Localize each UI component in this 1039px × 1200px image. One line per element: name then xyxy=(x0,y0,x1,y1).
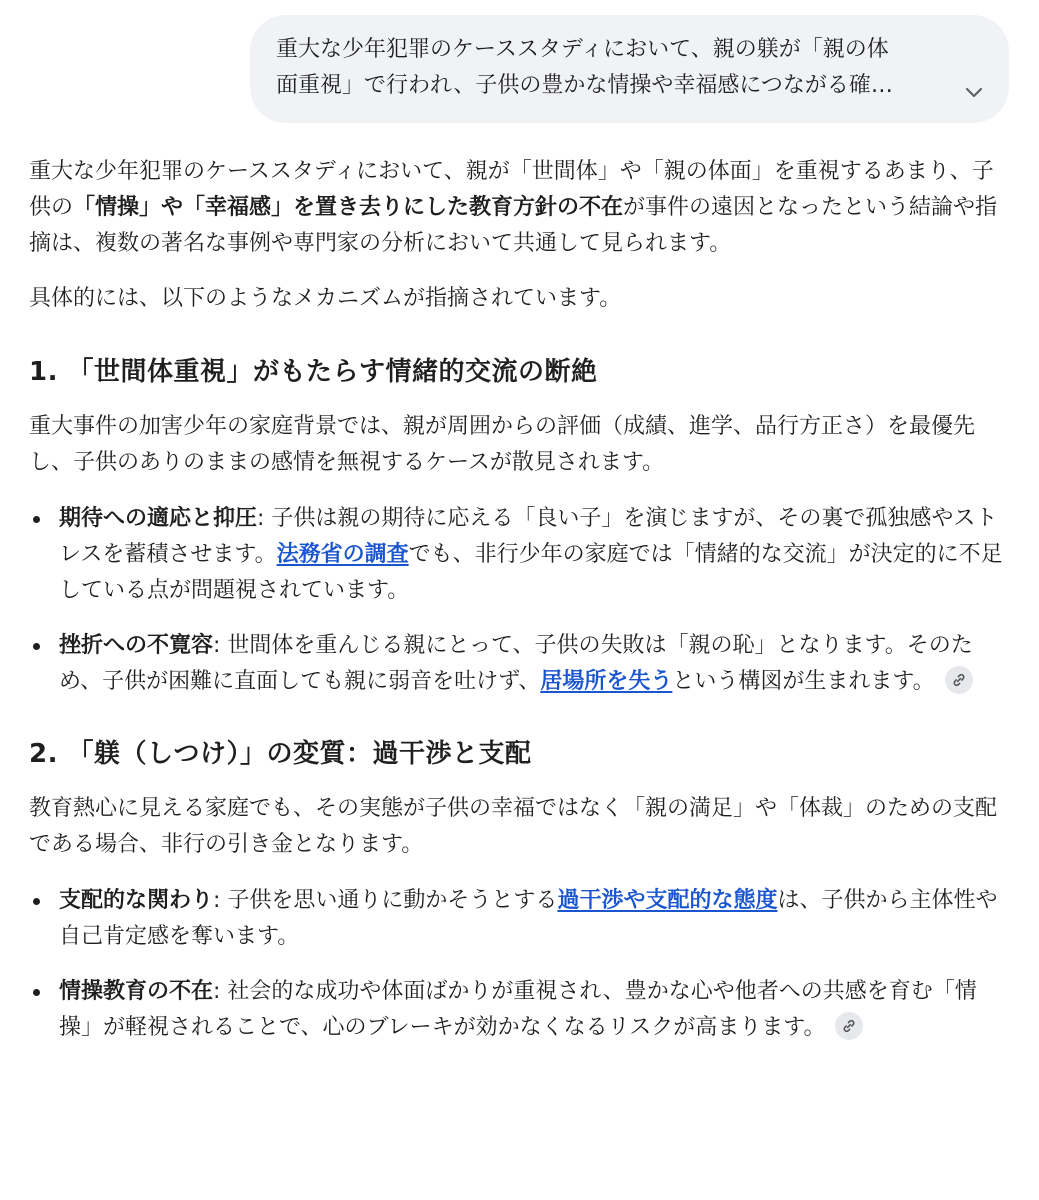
query-line-1: 重大な少年犯罪のケーススタディにおいて、親の躾が「親の体 xyxy=(276,37,889,62)
list-item xyxy=(29,501,1004,609)
section-2-paragraph: 教育熱心に見える家庭でも、その実態が子供の幸福ではなく「親の満足」や「体裁」のための支配である場合、非行の引き金となります。 xyxy=(29,796,998,857)
section-1-list xyxy=(29,501,1004,700)
user-query-bubble[interactable] xyxy=(250,15,1009,123)
link-moj-survey[interactable]: 法務省の調査 xyxy=(276,542,409,567)
list-item xyxy=(29,883,1004,955)
section-2-list xyxy=(29,883,1004,1046)
link-icon xyxy=(951,672,967,688)
query-line-2: 面重視」で行われ、子供の豊かな情操や幸福感につながる確… xyxy=(276,73,893,98)
intro-text-c: が事件の遠因となったという結論や指摘は、複数の著名な事例や専門家の分析において共通して見られます。 xyxy=(29,195,998,256)
lead-paragraph: 具体的には、以下のようなメカニズムが指摘されています。 xyxy=(29,286,622,311)
list-item xyxy=(29,974,1004,1046)
intro-text-a: 重大な少年犯罪のケーススタディにおいて、親が「世間体」や「親の体面」を重視するあまり、子供の xyxy=(29,159,994,220)
section-2-heading: 2. 「躾（しつけ）」の変質：過干渉と支配 xyxy=(29,739,532,769)
bullet-text: : 子供を思い通りに動かそうとする xyxy=(213,888,558,913)
intro-paragraph xyxy=(29,154,1004,262)
link-overinterference[interactable]: 過干渉や支配的な態度 xyxy=(557,888,778,913)
bullet-text: は、子供から主体性や自己肯定感を奪います。 xyxy=(59,888,998,949)
user-query-text xyxy=(276,32,949,104)
bullet-dot xyxy=(33,989,40,996)
source-chip[interactable] xyxy=(835,1012,863,1040)
bullet-dot xyxy=(33,898,40,905)
source-chip[interactable] xyxy=(945,666,973,694)
bullet-dot xyxy=(33,516,40,523)
section-1-heading: 1. 「世間体重視」がもたらす情緒的交流の断絶 xyxy=(29,357,598,387)
bullet-term: 支配的な関わり xyxy=(59,888,214,913)
intro-bold-text: 「情操」や「幸福感」を置き去りにした教育方針の不在 xyxy=(73,195,624,220)
link-lose-place[interactable]: 居場所を失う xyxy=(540,669,673,694)
list-item xyxy=(29,628,1004,700)
bullet-dot xyxy=(33,643,40,650)
bullet-term: 期待への適応と抑圧 xyxy=(59,506,258,531)
bullet-text: : 世間体を重んじる親にとって、子供の失敗は「親の恥」となります。そのため、子供が困難に直面しても親に弱音を吐けず、 xyxy=(59,633,973,694)
bullet-term: 情操教育の不在 xyxy=(59,979,214,1004)
bullet-term: 挫折への不寛容 xyxy=(59,633,214,658)
answer-body xyxy=(29,154,1004,1046)
link-icon xyxy=(841,1018,857,1034)
bullet-text: でも、非行少年の家庭では「情緒的な交流」が決定的に不足している点が問題視されています。 xyxy=(59,542,1003,603)
bullet-text: という構図が生まれます。 xyxy=(672,669,935,694)
section-1-paragraph: 重大事件の加害少年の家庭背景では、親が周囲からの評価（成績、進学、品行方正さ）を最優先し、子供のありのままの感情を無視するケースが散見されます。 xyxy=(29,414,976,475)
bullet-text: : 社会的な成功や体面ばかりが重視され、豊かな心や他者への共感を育む「情操」が軽視されることで、心のブレーキが効かなくなるリスクが高まります。 xyxy=(59,979,977,1040)
bullet-text: : 子供は親の期待に応える「良い子」を演じますが、その裏で孤独感やストレスを蓄積させます。 xyxy=(59,506,998,567)
chevron-down-icon[interactable] xyxy=(963,81,985,103)
